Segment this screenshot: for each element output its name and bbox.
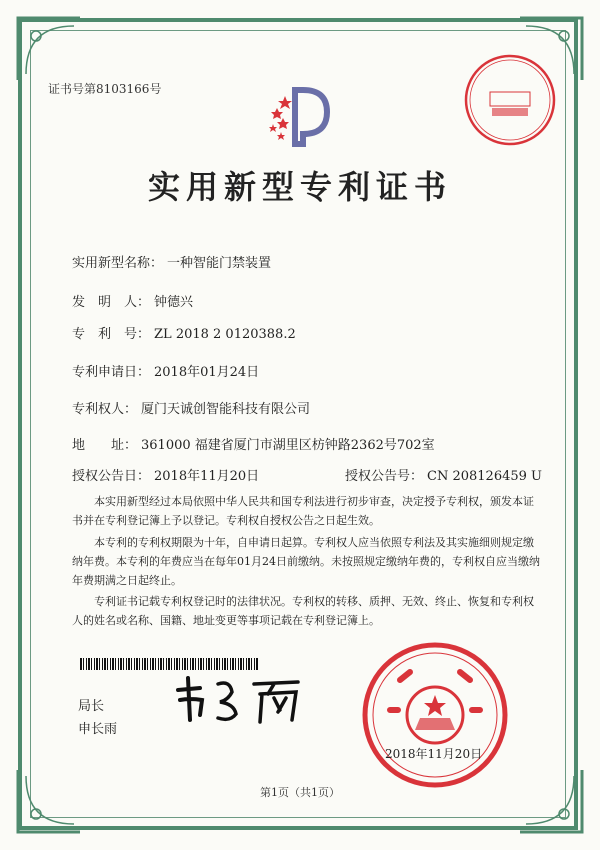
field-value: 厦门天诚创智能科技有限公司 <box>141 402 311 417</box>
field-label: 专 利 号： <box>72 327 151 342</box>
field-label: 专利申请日： <box>72 365 151 380</box>
patent-number-field <box>72 323 296 342</box>
utility-model-name-field <box>72 252 271 271</box>
announcement-date-field <box>72 465 259 484</box>
application-date-field <box>72 361 259 380</box>
field-label: 授权公告号： <box>345 469 424 484</box>
field-value: ZL 2018 2 0120388.2 <box>154 327 296 342</box>
national-ip-office-seal-icon <box>360 640 510 790</box>
certificate-title: 实用新型专利证书 <box>147 168 452 206</box>
inventor-field <box>72 291 193 310</box>
barcode-icon <box>80 658 258 670</box>
corner-ornament-icon <box>14 14 84 84</box>
patentee-field <box>72 398 310 417</box>
field-label: 授权公告日： <box>72 469 151 484</box>
address-field <box>72 434 435 453</box>
director-name: 申长雨 <box>78 722 118 737</box>
patent-office-logo-icon <box>255 82 355 152</box>
agency-seal-icon <box>462 52 558 148</box>
paragraph-term: 本专利的专利权期限为十年，自申请日起算。专利权人应当依照专利法及其实施细则规定缴纳年费。本专利的年费应当在每年01月24日前缴纳。未按照规定缴纳年费的，专利权自应当缴纳年费期满之日起终止。 <box>72 536 540 587</box>
corner-ornament-icon <box>516 766 586 836</box>
director-title: 局长 <box>78 699 105 714</box>
field-value: 2018年01月24日 <box>154 365 260 380</box>
field-value: 钟德兴 <box>154 295 194 310</box>
field-label: 发 明 人： <box>72 295 151 310</box>
field-label: 实用新型名称： <box>72 256 164 271</box>
page-number: 第1页（共1页） <box>260 786 340 799</box>
announcement-number-field <box>345 465 542 484</box>
seal-date: 2018年11月20日 <box>385 747 483 761</box>
field-value: CN 208126459 U <box>427 469 542 484</box>
paragraph-grant: 本实用新型经过本局依照中华人民共和国专利法进行初步审查，决定授予专利权，颁发本证书并在专利登记簿上予以登记。专利权自授权公告之日起生效。 <box>72 495 534 527</box>
paragraph-legal-status: 专利证书记载专利权登记时的法律状况。专利权的转移、质押、无效、终止、恢复和专利权人的姓名或名称、国籍、地址变更等事项记载在专利登记簿上。 <box>72 595 534 627</box>
certificate-number: 证书号第8103166号 <box>48 82 162 96</box>
field-label: 地 址： <box>72 438 138 453</box>
signature-icon <box>170 670 320 730</box>
field-label: 专利权人： <box>72 402 138 417</box>
field-value: 一种智能门禁装置 <box>167 256 272 271</box>
field-value: 2018年11月20日 <box>154 469 260 484</box>
field-value: 361000 福建省厦门市湖里区枋钟路2362号702室 <box>141 438 435 453</box>
corner-ornament-icon <box>14 766 84 836</box>
